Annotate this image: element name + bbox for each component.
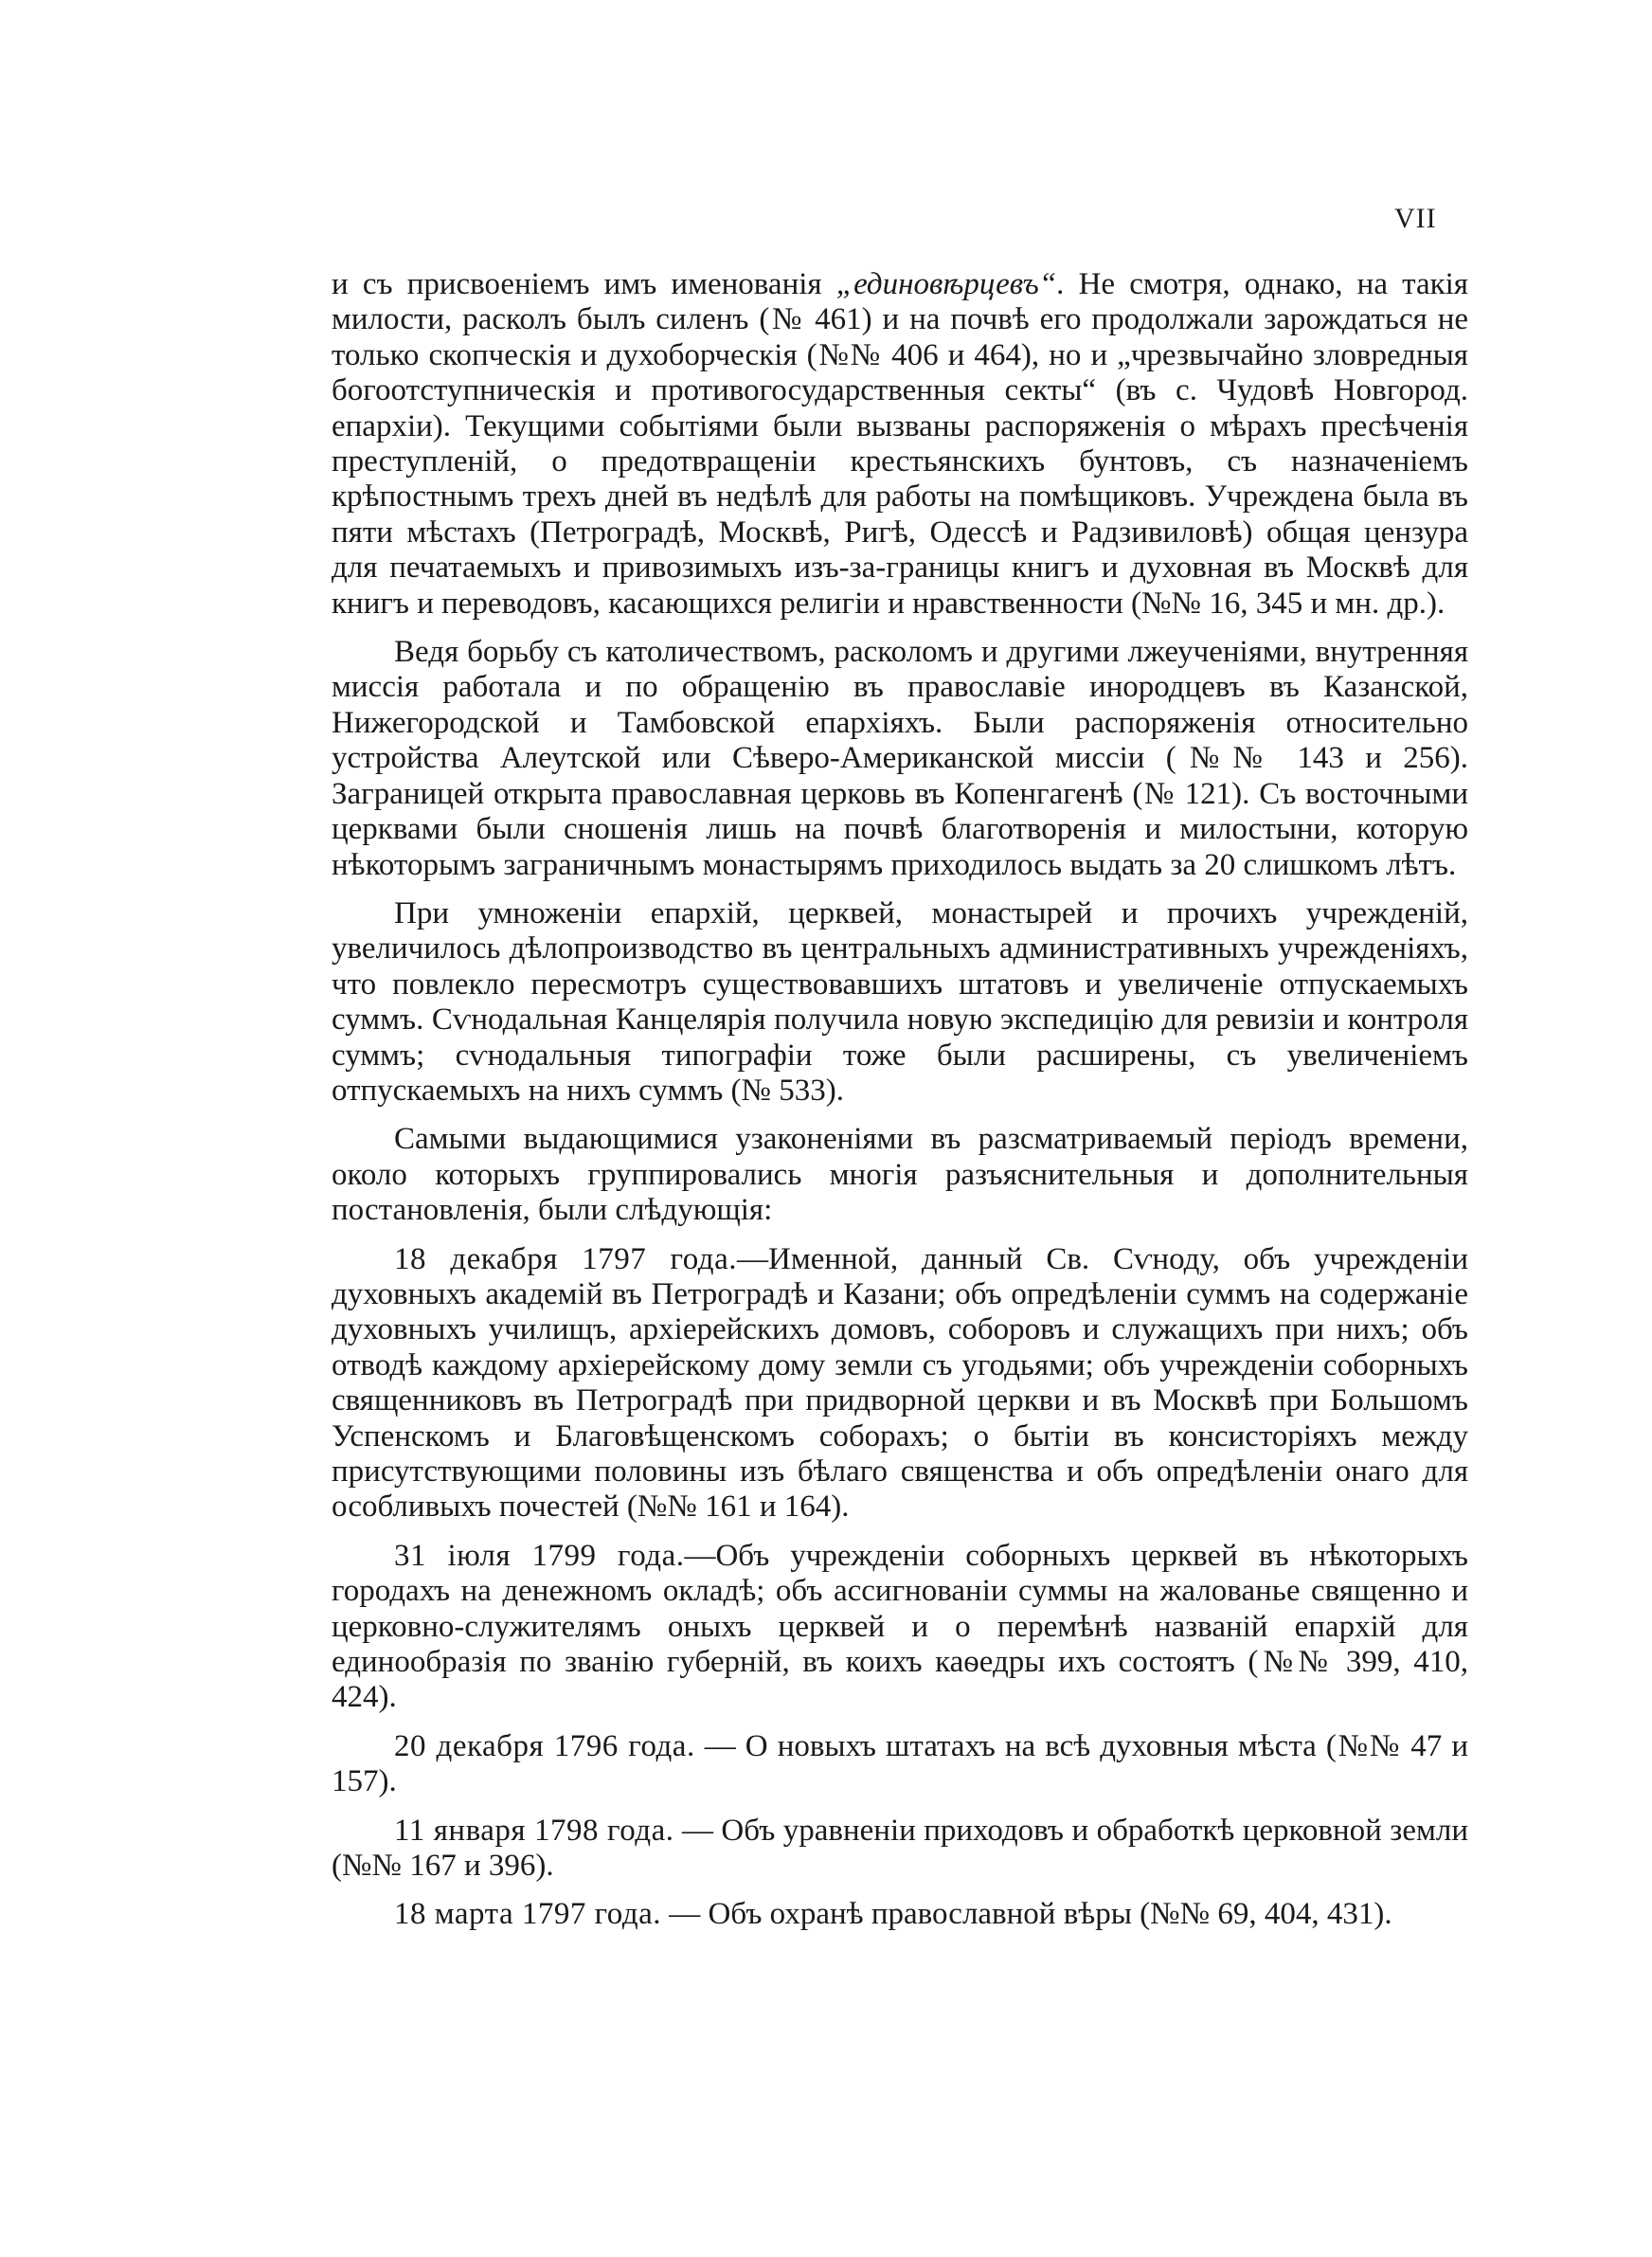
body-text: [332, 267, 1468, 1946]
emphasized-term: „единовѣрцевъ“: [835, 267, 1057, 301]
paragraph: Самыми выдающимися узаконеніями въ разсматриваемый періодъ времени, около которыхъ группировались многія разъяснительныя и дополнительныя постановленія, были слѣдующія:: [332, 1122, 1468, 1228]
decree-date: 18 декабря 1797 года.: [394, 1241, 737, 1276]
decree-entry: [332, 1897, 1468, 1932]
decree-text: —Объ учрежденіи соборныхъ церквей въ нѣкоторыхъ городахъ на денежномъ окладѣ; объ ассигнованіи суммы на жалованье священно и церковно-служителямъ оныхъ церквей и о перемѣнѣ названій епархій для единообразія по званію губерній, въ коихъ каѳедры ихъ состоятъ (№№ 399, 410, 424).: [332, 1538, 1468, 1715]
decree-entry: [332, 1539, 1468, 1716]
decree-text: —Именной, данный Св. Сѵноду, объ учрежденіи духовныхъ академій въ Петроградѣ и Казани; объ опредѣленіи суммъ на содержаніе духовныхъ училищъ, архіерейскихъ домовъ, соборовъ и служащихъ при нихъ; объ отводѣ каждому архіерейскому дому земли съ угодьями; объ учрежденіи соборныхъ священниковъ въ Петроградѣ при придворной церкви и въ Москвѣ при Большомъ Успенскомъ и Благовѣщенскомъ соборахъ; о бытіи въ консисторіяхъ между присутствующими половины изъ бѣлаго священства и объ опредѣленіи онаго для особливыхъ почестей (№№ 161 и 164).: [332, 1241, 1468, 1525]
decree-date: 18 марта 1797 года.: [394, 1897, 662, 1932]
decree-entry: [332, 1729, 1468, 1800]
decree-date: 31 іюля 1799 года.: [394, 1538, 685, 1573]
paragraph-continuation: [332, 267, 1468, 622]
decree-date: 11 января 1798 года.: [394, 1813, 674, 1848]
paragraph-text: и съ присвоеніемъ имъ именованія: [332, 267, 836, 301]
decree-date: 20 декабря 1796 года.: [394, 1728, 695, 1763]
paragraph-text: . Не смотря, однако, на такія милости, расколъ былъ силенъ (№ 461) и на почвѣ его продолжали зарождаться не только скопческія и духоборческія (№№ 406 и 464), но и „чрезвычайно зловредныя богоотступническія и противогосударственныя секты“ (въ с. Чудовѣ Новгород. епархіи). Текущими событіями были вызваны распоряженія о мѣрахъ пресѣченія преступленій, о предотвращеніи крестьянскихъ бунтовъ, съ назначеніемъ крѣпостнымъ трехъ дней въ недѣлѣ для работы на помѣщиковъ. Учреждена была въ пяти мѣстахъ (Петроградѣ, Москвѣ, Ригѣ, Одессѣ и Радзивиловѣ) общая цензура для печатаемыхъ и привозимыхъ изъ-за-границы книгъ и духовная въ Москвѣ для книгъ и переводовъ, касающихся религіи и нравственности (№№ 16, 345 и мн. др.).: [332, 267, 1468, 621]
decree-text: — Объ охранѣ православной вѣры (№№ 69, 404, 431).: [661, 1897, 1392, 1932]
paragraph: Ведя борьбу съ католичествомъ, расколомъ и другими лжеученіями, внутренняя миссія работала и по обращенію въ православіе инородцевъ въ Казанской, Нижегородской и Тамбовской епархіяхъ. Были распоряженія относительно устройства Алеутской или Сѣверо-Американской миссіи (№№ 143 и 256). Заграницей открыта православная церковь въ Копенгагенѣ (№ 121). Съ восточными церквами были сношенія лишь на почвѣ благотворенія и милостыни, которую нѣкоторымъ заграничнымъ монастырямъ приходилось выдать за 20 слишкомъ лѣтъ.: [332, 635, 1468, 882]
decree-text: — О новыхъ штатахъ на всѣ духовныя мѣста (№№ 47 и 157).: [332, 1728, 1468, 1799]
page-number: VII: [1394, 203, 1437, 234]
decree-entry: [332, 1814, 1468, 1885]
paragraph: При умноженіи епархій, церквей, монастырей и прочихъ учрежденій, увеличилось дѣлопроизводство въ центральныхъ административныхъ учрежденіяхъ, что повлекло пересмотръ существовавшихъ штатовъ и увеличеніе отпускаемыхъ суммъ. Сѵнодальная Канцелярія получила новую экспедицію для ревизіи и контроля суммъ; сѵнодальныя типографіи тоже были расширены, съ увеличеніемъ отпускаемыхъ на нихъ суммъ (№ 533).: [332, 895, 1468, 1108]
decree-text: — Объ уравненіи приходовъ и обработкѣ церковной земли (№№ 167 и 396).: [332, 1813, 1468, 1884]
decree-entry: [332, 1242, 1468, 1526]
